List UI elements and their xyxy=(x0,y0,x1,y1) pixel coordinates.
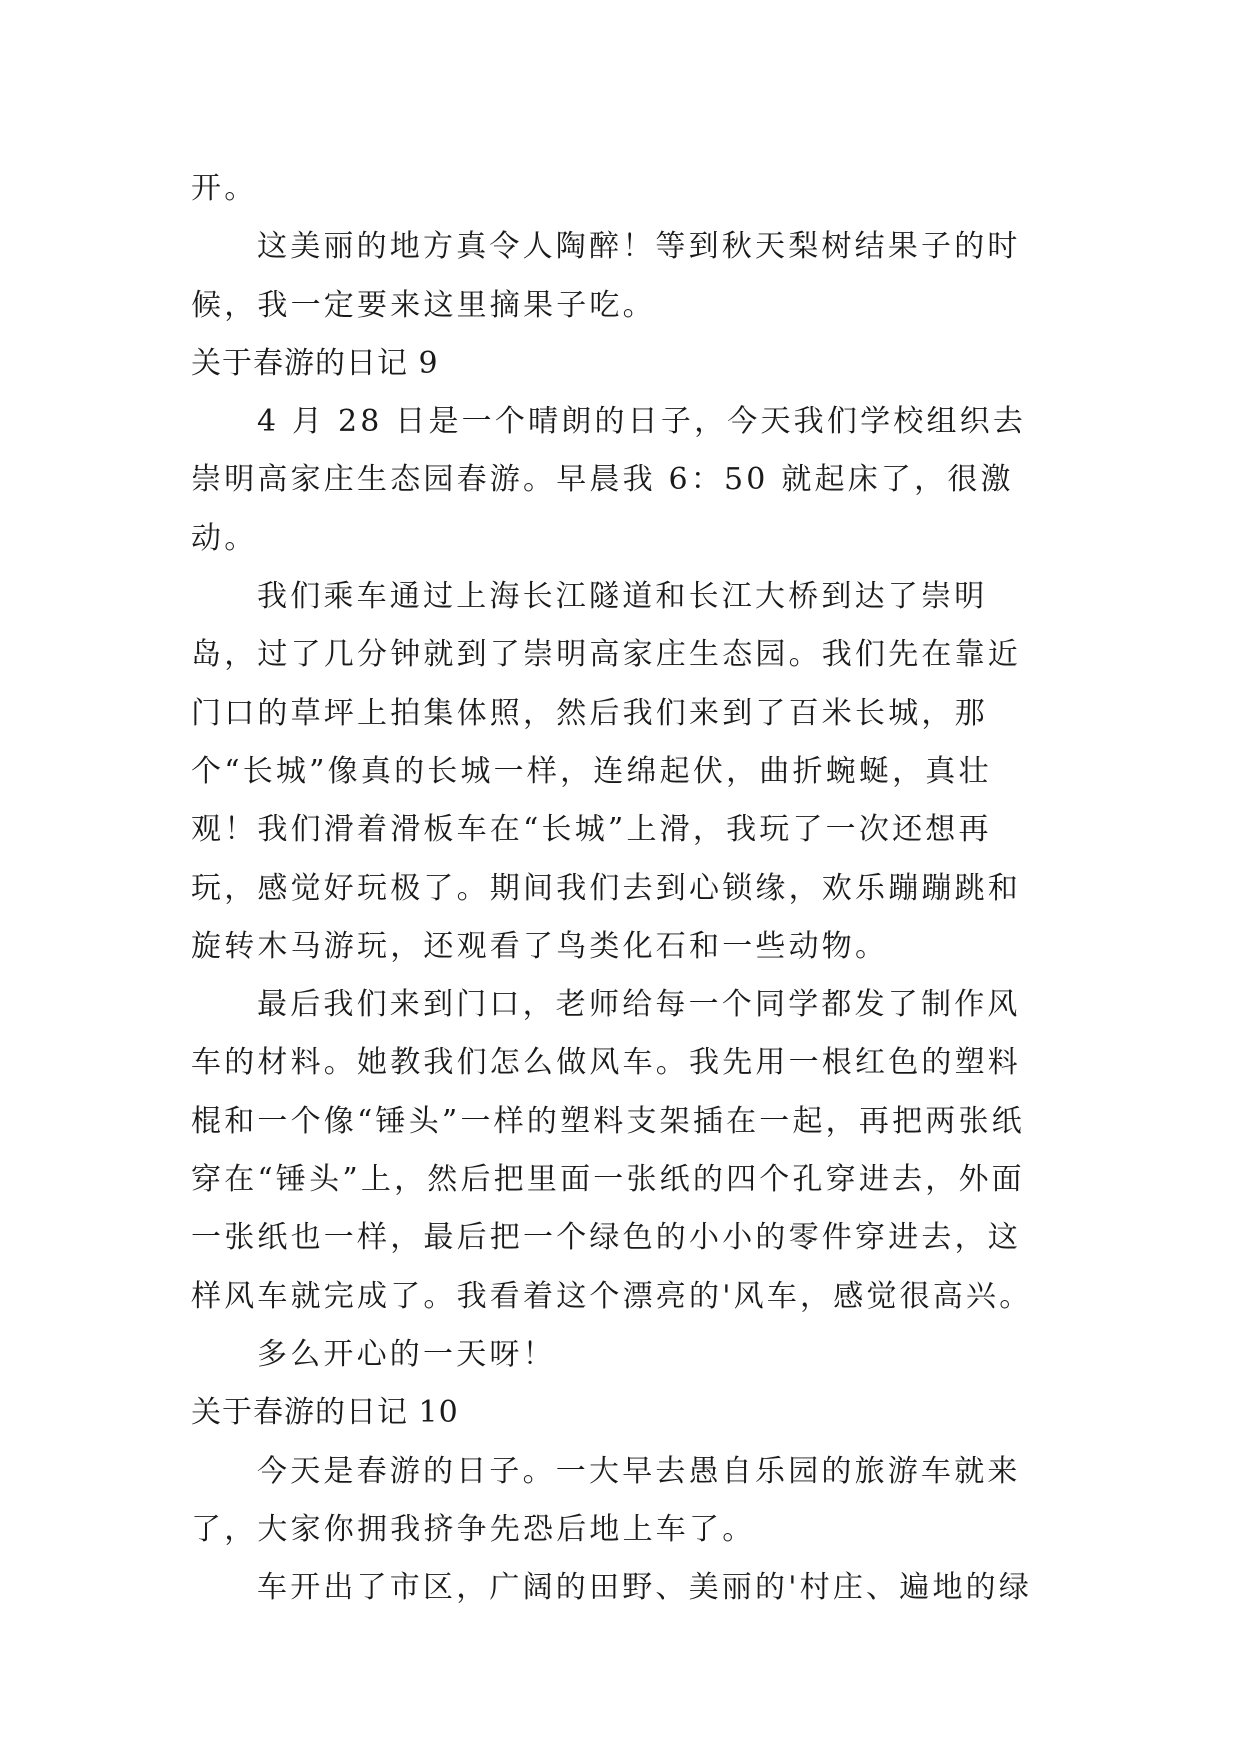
paragraph: 4 月 28 日是一个晴朗的日子，今天我们学校组织去崇明高家庄生态园春游。早晨我 6：50 就起床了，很激动。 xyxy=(191,404,1027,556)
paragraph-continuation: 开。 xyxy=(191,171,258,206)
section-heading-10: 关于春游的日记 10 xyxy=(191,1395,459,1431)
document-body xyxy=(191,160,1051,1617)
paragraph: 车开出了市区，广阔的田野、美丽的'村庄、遍地的绿 xyxy=(257,1570,1033,1606)
section-heading-9: 关于春游的日记 9 xyxy=(191,345,439,381)
paragraph: 今天是春游的日子。一大早去愚自乐园的旅游车就来了，大家你拥我挤争先恐后地上车了。 xyxy=(191,1453,1021,1547)
paragraph: 我们乘车通过上海长江隧道和长江大桥到达了崇明岛，过了几分钟就到了崇明高家庄生态园。我们先在靠近门口的草坪上拍集体照，然后我们来到了百米长城，那个“长城”像真的长城一样，连绵起伏，曲折蜿蜒，真壮观！我们滑着滑板车在“长城”上滑，我玩了一次还想再玩，感觉好玩极了。期间我们去到心锁缘，欢乐蹦蹦跳和旋转木马游玩，还观看了鸟类化石和一些动物。 xyxy=(191,579,1021,964)
paragraph: 多么开心的一天呀！ xyxy=(257,1336,556,1372)
paragraph: 最后我们来到门口，老师给每一个同学都发了制作风车的材料。她教我们怎么做风车。我先用一根红色的塑料棍和一个像“锤头”一样的塑料支架插在一起，再把两张纸穿在“锤头”上，然后把里面一张纸的四个孔穿进去，外面一张纸也一样，最后把一个绿色的小小的零件穿进去，这样风车就完成了。我看着这个漂亮的'风车，感觉很高兴。 xyxy=(191,987,1033,1314)
paragraph: 这美丽的地方真令人陶醉！等到秋天梨树结果子的时候，我一定要来这里摘果子吃。 xyxy=(191,229,1021,323)
